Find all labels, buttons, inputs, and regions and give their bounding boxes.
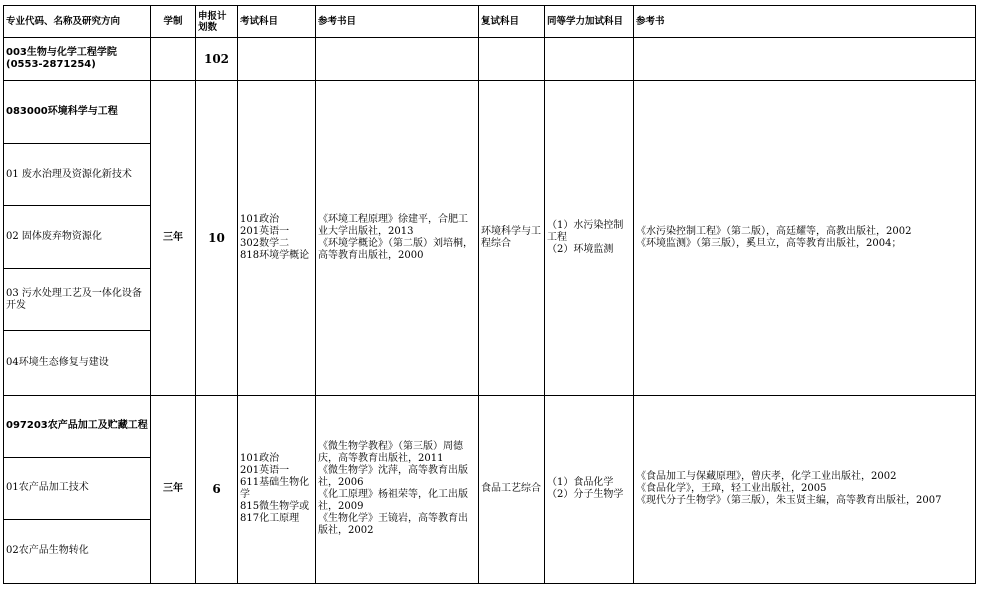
retest-subject: 食品工艺综合 <box>479 395 545 583</box>
direction-item: 02农产品生物转化 <box>4 519 151 583</box>
exam-subjects: 101政治 201英语一 611基础生物化学 815微生物学或817化工原理 <box>238 395 316 583</box>
direction-item: 03 污水处理工艺及一体化设备开发 <box>4 269 151 331</box>
header-duration: 学制 <box>151 6 196 38</box>
empty-cell <box>238 38 316 81</box>
quota: 6 <box>196 395 238 583</box>
admissions-table <box>3 5 976 584</box>
school-row <box>4 38 976 81</box>
empty-cell <box>545 38 634 81</box>
extra-ref-books: 《水污染控制工程》（第二版），高廷耀等，高教出版社，2002 《环境监测》（第三版），奚旦立，高等教育出版社，2004； <box>634 81 976 395</box>
header-row <box>4 6 976 38</box>
header-major: 专业代码、名称及研究方向 <box>4 6 151 38</box>
header-ref-books: 参考书目 <box>316 6 479 38</box>
school-name-cell <box>4 38 151 81</box>
extra-ref-books: 《食品加工与保藏原理》，曾庆孝，化学工业出版社，2002 《食品化学》，王璋，轻工业出版社，2005 《现代分子生物学》（第三版），朱玉贤主编，高等教育出版社，2007 <box>634 395 976 583</box>
direction-item: 01农产品加工技术 <box>4 457 151 519</box>
retest-subject: 环境科学与工程综合 <box>479 81 545 395</box>
empty-cell <box>634 38 976 81</box>
header-quota: 申报计划数 <box>196 6 238 38</box>
ref-books: 《微生物学教程》（第三版）周德庆，高等教育出版社，2011 《微生物学》沈萍，高等教育出版社，2006 《化工原理》杨祖荣等，化工出版社，2009 《生物化学》王镜岩，高等教育出版社，2002 <box>316 395 479 583</box>
header-retest: 复试科目 <box>479 6 545 38</box>
extra-exam-subjects: （1）食品化学 （2）分子生物学 <box>545 395 634 583</box>
school-quota: 102 <box>196 38 238 81</box>
duration: 三年 <box>151 395 196 583</box>
extra-exam-subjects: （1）水污染控制工程 （2）环境监测 <box>545 81 634 395</box>
header-exam-subjects: 考试科目 <box>238 6 316 38</box>
school-name: 003生物与化学工程学院 <box>6 47 117 59</box>
direction-item: 02 固体废弃物资源化 <box>4 206 151 269</box>
empty-cell <box>479 38 545 81</box>
major-name: 097203农产品加工及贮藏工程 <box>4 395 151 457</box>
exam-subjects: 101政治 201英语一 302数学二 818环境学概论 <box>238 81 316 395</box>
direction-item: 01 废水治理及资源化新技术 <box>4 144 151 206</box>
empty-cell <box>316 38 479 81</box>
header-extra-books: 参考书 <box>634 6 976 38</box>
major-name: 083000环境科学与工程 <box>4 81 151 144</box>
header-extra-exam: 同等学力加试科目 <box>545 6 634 38</box>
quota: 10 <box>196 81 238 395</box>
empty-cell <box>151 38 196 81</box>
ref-books: 《环境工程原理》徐建平，合肥工业大学出版社，2013 《环境学概论》（第二版）刘培桐，高等教育出版社，2000 <box>316 81 479 395</box>
school-phone: (0553-2871254) <box>6 59 96 71</box>
major-row <box>4 395 976 457</box>
duration: 三年 <box>151 81 196 395</box>
major-row <box>4 81 976 144</box>
direction-item: 04环境生态修复与建设 <box>4 331 151 395</box>
